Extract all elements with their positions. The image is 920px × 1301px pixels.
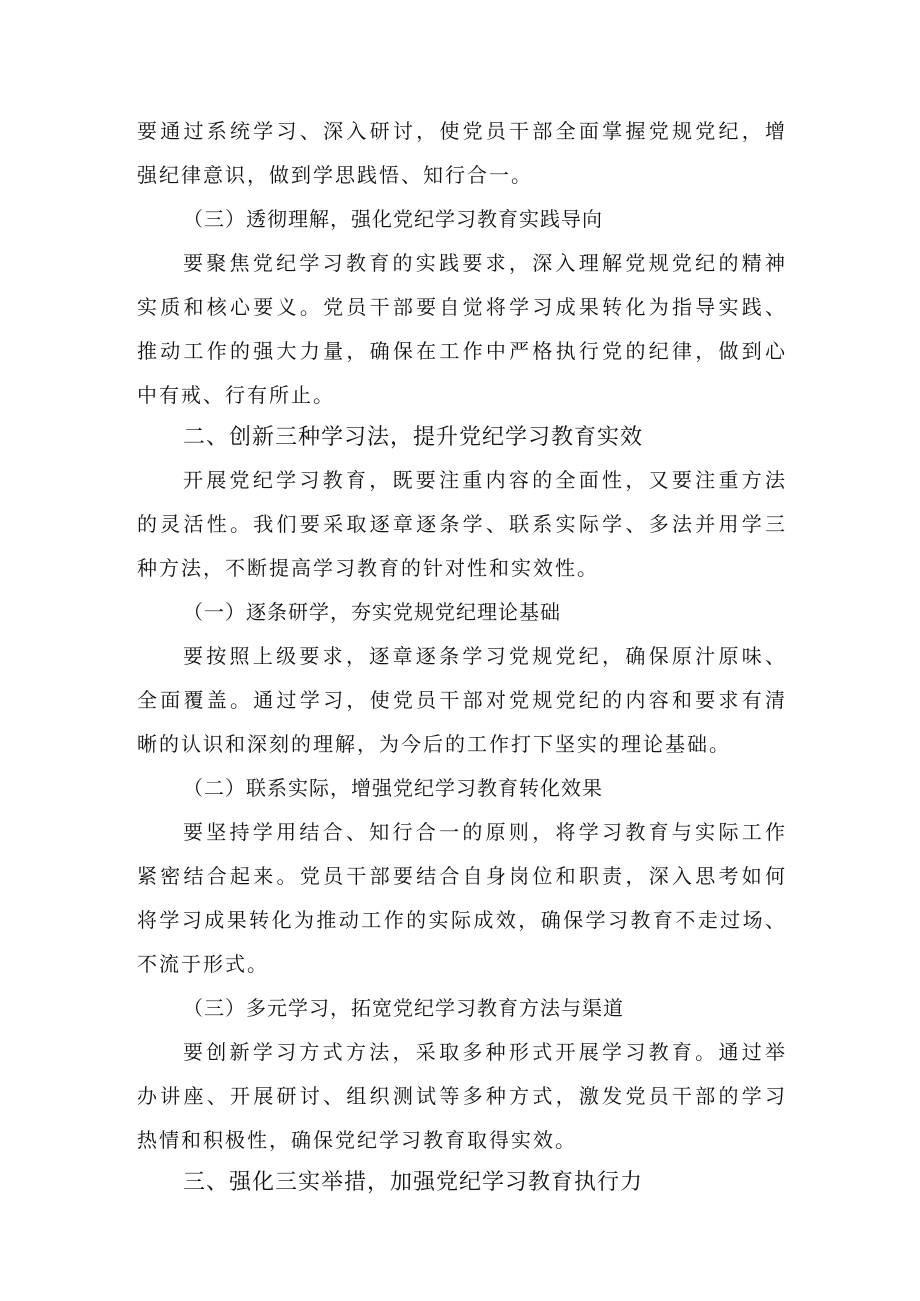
paragraph-line: 将学习成果转化为推动工作的实际成效，确保学习教育不走过场、 (137, 908, 787, 932)
subsection-heading: （一）逐条研学，夯实党规党纪理论基础 (183, 600, 561, 624)
paragraph-line: 种方法，不断提高学习教育的针对性和实效性。 (137, 556, 599, 580)
subsection-heading: （二）联系实际，增强党纪学习教育转化效果 (183, 776, 603, 800)
section-heading: 二、创新三种学习法，提升党纪学习教育实效 (183, 425, 644, 450)
paragraph-line: 全面覆盖。通过学习，使党员干部对党规党纪的内容和要求有清 (137, 688, 787, 712)
paragraph-line: 推动工作的强大力量，确保在工作中严格执行党的纪律，做到心 (137, 339, 787, 363)
paragraph-line: 要通过系统学习、深入研讨，使党员干部全面掌握党规党纪，增 (137, 119, 787, 143)
section-heading: 三、强化三实举措，加强党纪学习教育执行力 (183, 1170, 644, 1195)
paragraph-line: 实质和核心要义。党员干部要自觉将学习成果转化为指导实践、 (137, 295, 787, 319)
paragraph-line: 办讲座、开展研讨、组织测试等多种方式，激发党员干部的学习 (137, 1084, 787, 1108)
paragraph-line: 要按照上级要求，逐章逐条学习党规党纪，确保原汁原味、 (183, 644, 787, 668)
paragraph-line: 强纪律意识，做到学思践悟、知行合一。 (137, 163, 533, 187)
paragraph-line: 开展党纪学习教育，既要注重内容的全面性，又要注重方法 (183, 468, 787, 492)
paragraph-line: 中有戒、行有所止。 (137, 383, 335, 407)
subsection-heading: （三）多元学习，拓宽党纪学习教育方法与渠道 (183, 996, 624, 1020)
paragraph-line: 要创新学习方式方法，采取多种形式开展学习教育。通过举 (183, 1040, 787, 1064)
paragraph-line: 热情和积极性，确保党纪学习教育取得实效。 (137, 1128, 577, 1152)
paragraph-line: 要坚持学用结合、知行合一的原则，将学习教育与实际工作 (183, 820, 787, 844)
paragraph-line: 的灵活性。我们要采取逐章逐条学、联系实际学、多法并用学三 (137, 512, 787, 536)
subsection-heading: （三）透彻理解，强化党纪学习教育实践导向 (183, 207, 603, 231)
paragraph-line: 紧密结合起来。党员干部要结合自身岗位和职责，深入思考如何 (137, 864, 787, 888)
paragraph-line: 要聚焦党纪学习教育的实践要求，深入理解党规党纪的精神 (183, 251, 787, 275)
paragraph-line: 晰的认识和深刻的理解，为今后的工作打下坚实的理论基础。 (137, 732, 731, 756)
paragraph-line: 不流于形式。 (137, 952, 269, 976)
